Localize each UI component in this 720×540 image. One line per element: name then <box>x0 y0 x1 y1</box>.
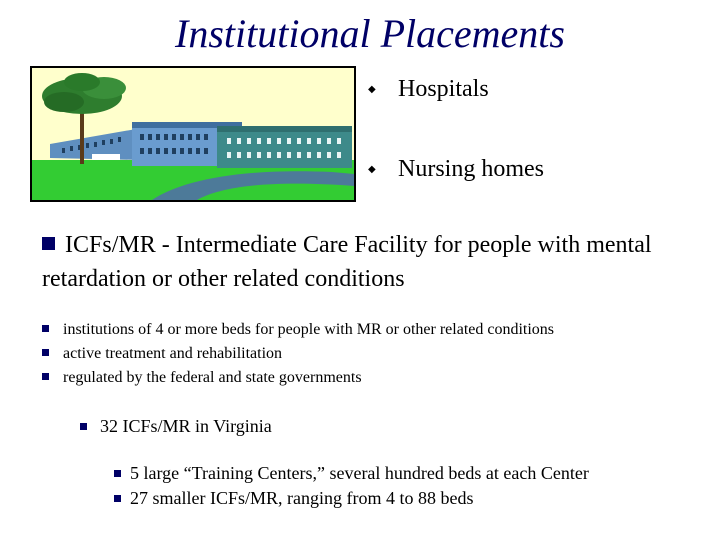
square-bullet-icon <box>42 237 55 250</box>
bullet-nursing-homes <box>368 154 544 185</box>
bullet-text: Hospitals <box>398 76 489 102</box>
hospital-building-with-tree-icon <box>30 66 356 202</box>
square-bullet-icon <box>42 349 49 356</box>
list-item <box>114 486 589 511</box>
list-item <box>114 461 589 486</box>
square-bullet-icon <box>42 373 49 380</box>
virginia-point <box>80 413 272 439</box>
sub-point-list <box>42 318 554 390</box>
bullet-text: Nursing homes <box>398 156 544 182</box>
square-bullet-icon <box>42 325 49 332</box>
main-point-text: ICFs/MR - Intermediate Care Facility for people with mental retardation or other related conditions <box>42 232 652 292</box>
clipart-illustration <box>32 68 354 200</box>
list-item-text: institutions of 4 or more beds for people with MR or other related conditions <box>63 321 555 338</box>
square-bullet-icon <box>80 423 87 430</box>
list-item <box>42 318 554 342</box>
diamond-bullet-icon: ◆ <box>368 84 376 95</box>
list-item-text: 27 smaller ICFs/MR, ranging from 4 to 88 beds <box>130 488 474 508</box>
square-bullet-icon <box>114 495 121 502</box>
list-item <box>80 413 272 439</box>
slide-title: Institutional Placements <box>175 11 565 56</box>
building-wing-right <box>217 130 352 168</box>
diamond-bullet-icon: ◆ <box>368 164 376 175</box>
bullet-hospitals <box>368 74 489 105</box>
main-point-icfs-mr <box>42 228 692 296</box>
list-item-text: active treatment and rehabilitation <box>63 345 283 362</box>
list-item <box>42 366 554 390</box>
list-item-text: regulated by the federal and state governments <box>63 369 362 386</box>
list-item-text: 32 ICFs/MR in Virginia <box>100 416 272 436</box>
list-item <box>42 342 554 366</box>
list-item-text: 5 large “Training Centers,” several hundred beds at each Center <box>130 463 589 483</box>
virginia-details-list <box>114 461 589 511</box>
tree-trunk <box>80 106 84 164</box>
square-bullet-icon <box>114 470 121 477</box>
